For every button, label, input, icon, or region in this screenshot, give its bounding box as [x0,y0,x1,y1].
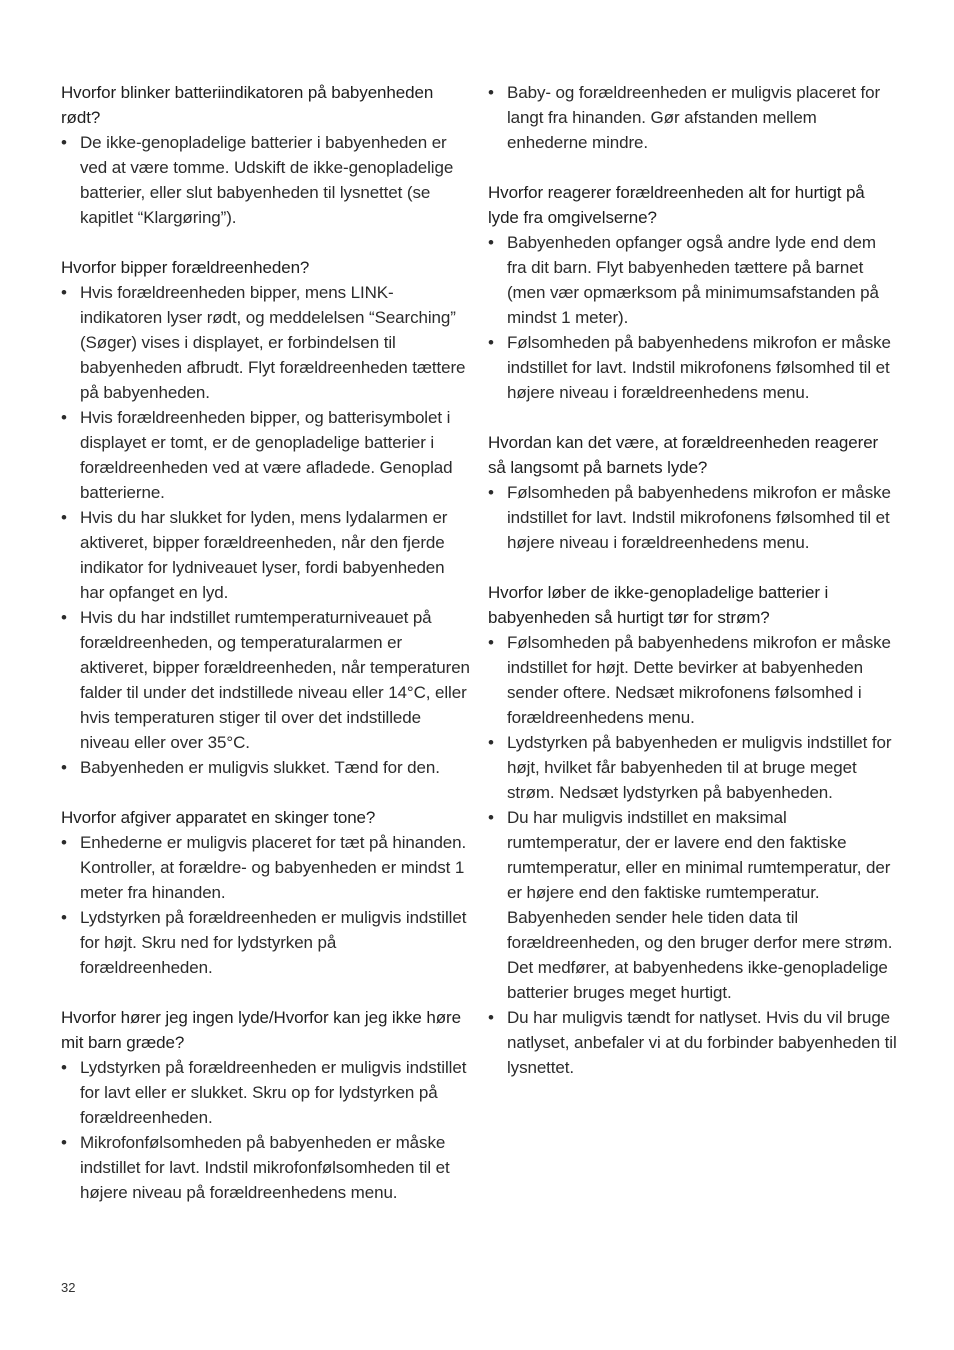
answer-item: • Enhederne er muligvis placeret for tæt på hinanden. Kontroller, at forældre- og babyenheden er mindst 1 meter fra hinanden. [61,830,473,905]
answer-list [488,230,898,405]
faq-section [488,580,898,1080]
faq-question: Hvorfor reagerer forældreenheden alt for hurtigt på lyde fra omgivelserne? [488,183,865,227]
faq-section [488,430,898,555]
answer-list [488,80,898,155]
faq-question: Hvorfor blinker batteriindikatoren på babyenheden rødt? [61,83,434,127]
answer-item: • Du har muligvis tændt for natlyset. Hvis du vil bruge natlyset, anbefaler vi at du forbinder babyenheden til lysnettet. [488,1005,898,1080]
right-column [488,80,898,1105]
answer-item: • Babyenheden er muligvis slukket. Tænd for den. [61,755,473,780]
answer-list [61,280,473,780]
faq-question: Hvorfor løber de ikke-genopladelige batterier i babyenheden så hurtigt tør for strøm? [488,583,829,627]
faq-question: Hvordan kan det være, at forældreenheden reagerer så langsomt på barnets lyde? [488,433,879,477]
left-column [61,80,473,1230]
answer-list [61,130,473,230]
faq-section [488,180,898,405]
answer-item: • Hvis du har slukket for lyden, mens lydalarmen er aktiveret, bipper forældreenheden, når den fjerde indikator for lydniveauet lyser, fordi babyenheden har opfanget en lyd. [61,505,473,605]
answer-list [488,480,898,555]
answer-item: • Du har muligvis indstillet en maksimal rumtemperatur, der er lavere end den faktiske rumtemperatur, eller en minimal rumtemperatur, der er højere end den faktiske rumtemperatur. Babyenheden sender hele tiden data til forældreenheden, og den bruger derfor mere strøm. Det medfører, at babyenhedens ikke-genopladelige batterier bruges meget hurtigt. [488,805,898,1005]
answer-item: • Lydstyrken på forældreenheden er muligvis indstillet for lavt eller er slukket. Skru op for lydstyrken på forældreenheden. [61,1055,473,1130]
answer-item: • Lydstyrken på babyenheden er muligvis indstillet for højt, hvilket får babyenheden til at bruge meget strøm. Nedsæt lydstyrken på babyenheden. [488,730,898,805]
faq-section [61,1005,473,1205]
faq-question: Hvorfor afgiver apparatet en skinger tone? [61,808,376,827]
answer-item: • Hvis du har indstillet rumtemperaturniveauet på forældreenheden, og temperaturalarmen er aktiveret, bipper forældreenheden, når temperaturen falder til under det indstillede niveau eller 14°C, eller hvis temperaturen stiger til over det indstillede niveau eller over 35°C. [61,605,473,755]
faq-question: Hvorfor hører jeg ingen lyde/Hvorfor kan jeg ikke høre mit barn græde? [61,1008,461,1052]
answer-list [61,830,473,980]
faq-section [61,255,473,780]
answer-item: • Lydstyrken på forældreenheden er muligvis indstillet for højt. Skru ned for lydstyrken på forældreenheden. [61,905,473,980]
answer-item: • Hvis forældreenheden bipper, og batterisymbolet i displayet er tomt, er de genopladelige batterier i forældreenheden ved at være afladede. Genoplad batterierne. [61,405,473,505]
answer-item: • Hvis forældreenheden bipper, mens LINK-indikatoren lyser rødt, og meddelelsen “Searching” (Søger) vises i displayet, er forbindelsen til babyenheden afbrudt. Flyt forældreenheden tættere på babyenheden. [61,280,473,405]
faq-section [61,80,473,230]
answer-list [488,630,898,1080]
faq-section [61,805,473,980]
answer-item: • Baby- og forældreenheden er muligvis placeret for langt fra hinanden. Gør afstanden mellem enhederne mindre. [488,80,898,155]
faq-question: Hvorfor bipper forældreenheden? [61,258,310,277]
answer-item: • Følsomheden på babyenhedens mikrofon er måske indstillet for højt. Dette bevirker at babyenheden sender oftere. Nedsæt mikrofonens følsomhed i forældreenhedens menu. [488,630,898,730]
answer-item: • Mikrofonfølsomheden på babyenheden er måske indstillet for lavt. Indstil mikrofonfølsomheden til et højere niveau på forældreenhedens menu. [61,1130,473,1205]
answer-item: • Følsomheden på babyenhedens mikrofon er måske indstillet for lavt. Indstil mikrofonens følsomhed til et højere niveau i forældreenhedens menu. [488,480,898,555]
answer-item: • Babyenheden opfanger også andre lyde end dem fra dit barn. Flyt babyenheden tættere på barnet (men vær opmærksom på minimumsafstanden på mindst 1 meter). [488,230,898,330]
answer-list [61,1055,473,1205]
answer-item: • De ikke-genopladelige batterier i babyenheden er ved at være tomme. Udskift de ikke-genopladelige batterier, eller slut babyenheden til lysnettet (se kapitlet “Klargøring”). [61,130,473,230]
faq-section-continued [488,80,898,155]
page-number: 32 [61,1280,76,1295]
answer-item: • Følsomheden på babyenhedens mikrofon er måske indstillet for lavt. Indstil mikrofonens følsomhed til et højere niveau i forældreenhedens menu. [488,330,898,405]
